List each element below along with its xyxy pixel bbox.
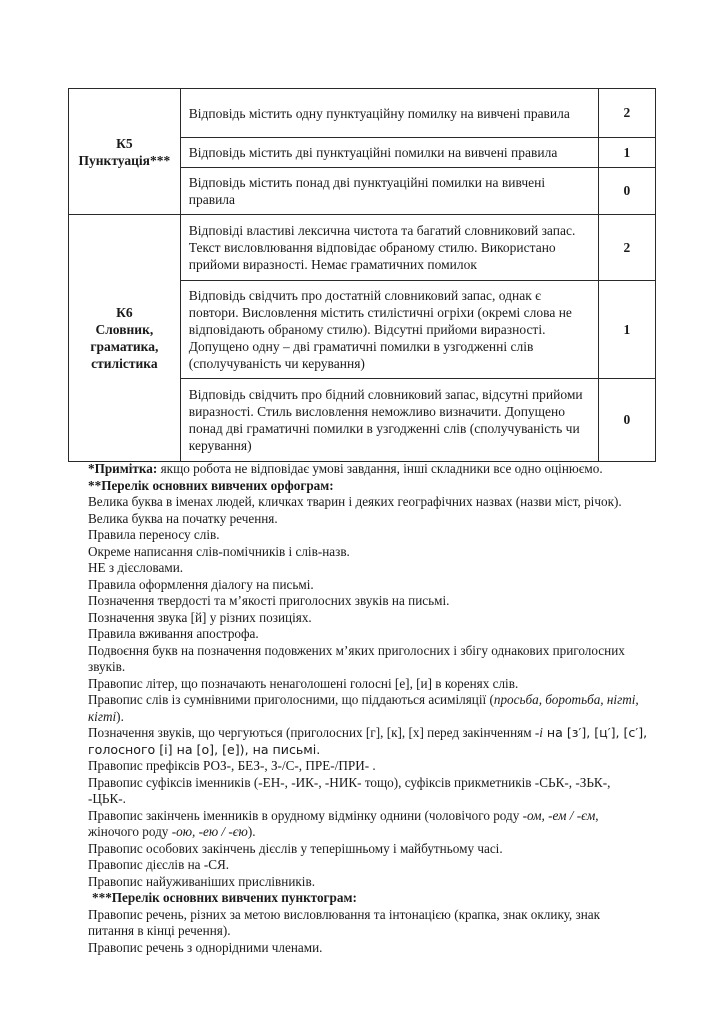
note-label: *Примітка: xyxy=(88,461,158,476)
criterion-k6 xyxy=(69,215,181,462)
criterion-k5 xyxy=(69,89,181,215)
example-words: просьба, боротьба, нігті, кігті xyxy=(88,692,639,724)
criterion-description: Відповідь містить дві пунктуаційні помилки на вивчені правила xyxy=(180,138,598,168)
criterion-name: Пунктуація*** xyxy=(78,152,171,168)
criterion-code: К6 xyxy=(116,305,133,320)
orthogram-item: Подвоєння букв на позначення подовжених м’яких приголосних і збігу однакових приголосних звуків. xyxy=(88,642,625,674)
orthogram-item: Окреме написання слів-помічників і слів-назв. xyxy=(88,543,350,559)
criterion-description: Відповідь свідчить про достатній словниковий запас, однак є повтори. Висловлення містить стилістичні огріхи (окремі слова не відповідають обраному стилю). Відсутні прийоми виразності. Допущено одну – дві граматичні помилки в узгодженні слів (сполучуваність чи керування) xyxy=(180,281,598,379)
criterion-name: граматика, xyxy=(90,339,159,354)
notes-section xyxy=(88,461,648,956)
punctogram-item: Правопис речень з однорідними членами. xyxy=(88,939,323,955)
note-text: якщо робота не відповідає умові завдання, інші складники все одно оцінюємо. xyxy=(157,461,603,476)
orthogram-item: Правила оформлення діалогу на письмі. xyxy=(88,576,314,592)
score-value: 1 xyxy=(598,138,655,168)
orthogram-item: Правила вживання апострофа. xyxy=(88,626,259,641)
criterion-name: Словник, xyxy=(95,322,154,337)
assessment-rubric-table xyxy=(68,88,656,462)
score-value: 0 xyxy=(598,168,655,215)
table-row xyxy=(69,215,656,281)
orthogram-item: НЕ з дієсловами. xyxy=(88,560,184,575)
orthogram-item: Позначення твердості та м’якості приголосних звуків на письмі. xyxy=(88,593,450,608)
orthogram-item: Велика буква на початку речення. xyxy=(88,510,278,526)
orthogram-item: Правопис найуживаніших прислівників. xyxy=(88,873,315,889)
orthogram-item: Правопис суфіксів іменників (-ЕН-, -ИК-, -НИК- тощо), суфіксів прикметників -СЬК-, -ЗЬК-, -ЦЬК-. xyxy=(88,774,611,806)
criterion-code: К5 xyxy=(116,135,133,151)
score-value: 2 xyxy=(598,215,655,281)
orthograms-heading: **Перелік основних вивчених орфограм: xyxy=(88,477,334,493)
orthogram-item: Правопис дієслів на -СЯ. xyxy=(88,857,230,872)
note-paragraph xyxy=(88,461,648,478)
orthogram-item: Правопис особових закінчень дієслів у теперішньому і майбутньому часі. xyxy=(88,840,503,856)
orthogram-item: Правопис префіксів РОЗ-, БЕЗ-, З-/С-, ПРЕ-/ПРИ- . xyxy=(88,758,376,773)
orthogram-item: Правила переносу слів. xyxy=(88,527,220,542)
orthogram-item: Правопис закінчень іменників в орудному відмінку однини (чоловічого роду -ом, -ем / -єм, жіночого роду -ою, -ею / -єю). xyxy=(88,807,599,839)
score-value: 0 xyxy=(598,379,655,462)
orthogram-item: Позначення звуків, що чергуються (приголосних [г], [к], [х] перед закінченням -і на [з′], [ц′], [с′], голосного [і] на [о], [е]), на письмі. xyxy=(88,725,648,757)
orthogram-item: Позначення звука [й] у різних позиціях. xyxy=(88,609,312,625)
criterion-description: Відповідь містить понад дві пунктуаційні помилки на вивчені правила xyxy=(180,168,598,215)
punctograms-heading: ***Перелік основних вивчених пунктограм: xyxy=(92,890,357,905)
score-value: 1 xyxy=(598,281,655,379)
criterion-description: Відповідь свідчить про бідний словниковий запас, відсутні прийоми виразності. Стиль висловлення неможливо визначити. Допущено понад дві граматичні помилки в узгодженні слів (сполучуваність чи керування) xyxy=(180,379,598,462)
criterion-description: Відповіді властиві лексична чистота та багатий словниковий запас. Текст висловлювання відповідає обраному стилю. Використано прийоми виразності. Немає граматичних помилок xyxy=(180,215,598,281)
orthogram-item: Велика буква в іменах людей, кличках тварин і деяких географічних назвах (назви міст, річок). xyxy=(88,494,622,509)
criterion-name: стилістика xyxy=(91,356,158,371)
criterion-description: Відповідь містить одну пунктуаційну помилку на вивчені правила xyxy=(180,89,598,138)
orthogram-item: Правопис слів із сумнівними приголосними, що піддаються асиміляції (просьба, боротьба, нігті, кігті). xyxy=(88,692,639,724)
orthogram-item: Правопис літер, що позначають ненаголошені голосні [е], [и] в коренях слів. xyxy=(88,675,519,691)
punctogram-item: Правопис речень, різних за метою висловлювання та інтонацією (крапка, знак оклику, знак питання в кінці речення). xyxy=(88,906,601,938)
table-row xyxy=(69,89,656,138)
score-value: 2 xyxy=(598,89,655,138)
